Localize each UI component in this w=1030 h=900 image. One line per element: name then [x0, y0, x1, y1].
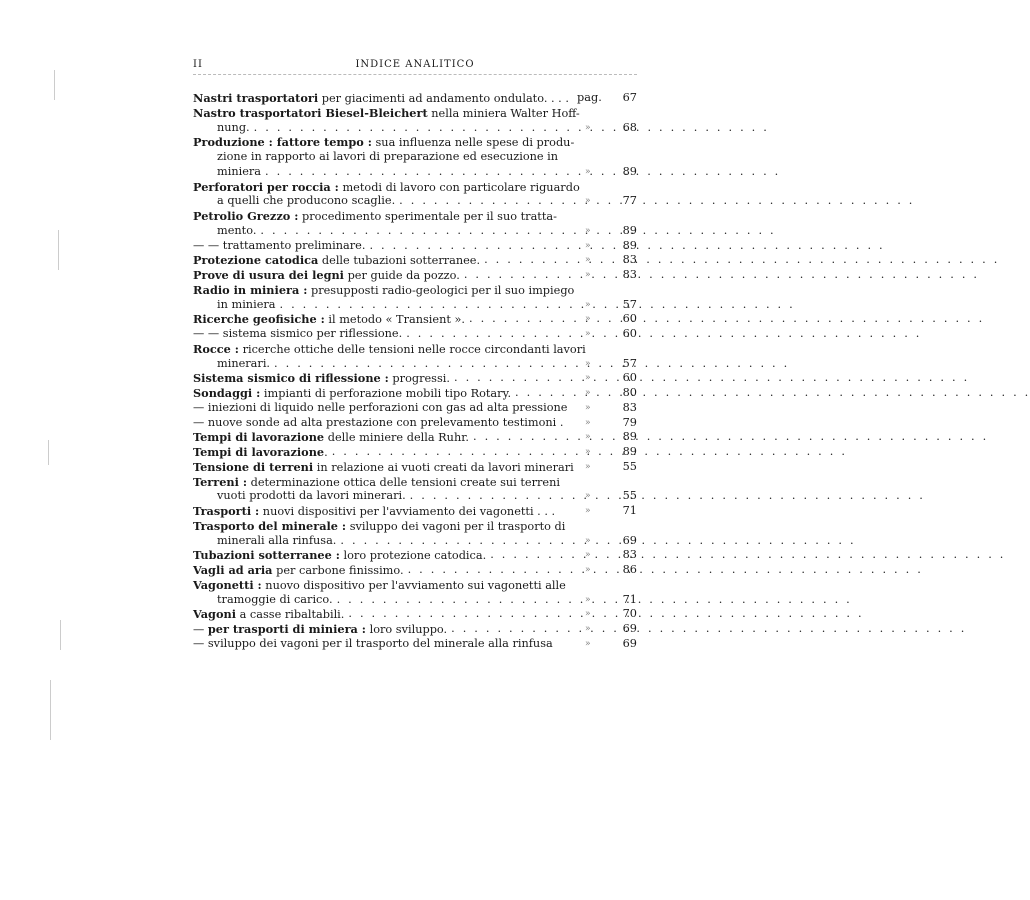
- entry-description: per giacimenti ad andamento ondulato. . . .: [318, 92, 569, 105]
- ditto-mark: »: [585, 299, 591, 310]
- index-entry-line: [193, 534, 637, 549]
- entry-text: [193, 239, 365, 254]
- entry-description: sua influenza nelle spese di produ-: [371, 136, 575, 150]
- entry-text: [193, 180, 580, 195]
- entry-heading: Trasporti :: [193, 504, 260, 518]
- entry-text: [193, 475, 560, 490]
- ditto-mark: »: [585, 638, 591, 649]
- entry-text: [193, 534, 336, 549]
- page-number: 89: [622, 445, 637, 458]
- page-reference: [577, 312, 637, 327]
- page-reference: [577, 327, 637, 342]
- dot-leader: [473, 430, 988, 445]
- entry-heading: Petrolio Grezzo :: [193, 209, 299, 223]
- dot-leader: [557, 637, 566, 652]
- index-entry-line: [193, 91, 637, 106]
- page-number: 89: [622, 238, 637, 252]
- entry-text: [193, 401, 567, 416]
- running-head: [193, 59, 637, 75]
- ditto-mark: »: [585, 624, 591, 634]
- entry-text: [193, 357, 270, 372]
- index-entry-line: [193, 357, 637, 372]
- page-number: 86: [622, 563, 637, 576]
- index-entry-line: [193, 622, 637, 637]
- ditto-mark: pag.: [577, 91, 602, 104]
- entry-description: nung.: [217, 120, 250, 134]
- entry-description: vuoti prodotti da lavori minerari.: [217, 489, 406, 503]
- entry-description: — sviluppo dei vagoni per il trasporto del minerale alla rinfusa: [193, 636, 553, 650]
- entry-text: [193, 637, 553, 652]
- entry-heading: Radio in miniera :: [193, 282, 308, 297]
- ditto-mark: »: [585, 447, 591, 457]
- dot-leader: [274, 357, 789, 372]
- entry-description: tramoggie di carico.: [217, 592, 333, 606]
- entry-heading: Vagli ad aria: [193, 563, 273, 577]
- scan-margin-specks: [40, 60, 70, 760]
- entry-text: [193, 150, 558, 165]
- index-entry-line: [193, 283, 637, 298]
- dot-leader: [454, 371, 969, 386]
- ditto-mark: »: [585, 535, 591, 546]
- page-reference: [577, 622, 637, 637]
- dot-leader: [260, 224, 775, 239]
- page-number: 89: [622, 164, 637, 178]
- entry-description: minerali alla rinfusa.: [217, 533, 337, 547]
- index-entry-line: [193, 106, 637, 121]
- ditto-mark: »: [585, 461, 591, 472]
- page-number: 68: [622, 120, 637, 134]
- page-number: 80: [622, 386, 637, 399]
- entry-text: [193, 121, 250, 136]
- entry-description: presupposti radio-geologici per il suo impiego: [307, 283, 575, 297]
- index-entry-line: [193, 637, 637, 652]
- dot-leader: [561, 209, 566, 224]
- page-number: 79: [622, 415, 637, 429]
- page-reference: [577, 253, 637, 268]
- ditto-mark: »: [585, 358, 591, 369]
- page-number: 60: [622, 327, 637, 340]
- entry-heading: Nastro trasportatori Biesel-Bleichert: [193, 105, 428, 120]
- page-reference: [577, 593, 637, 608]
- page-number: 55: [622, 489, 637, 503]
- entry-text: [193, 430, 469, 445]
- entry-heading: Tempi di lavorazione: [193, 430, 325, 445]
- entry-description: nuovo dispositivo per l'avviamento sui vagonetti alle: [261, 578, 566, 592]
- page-number: 77: [622, 194, 637, 208]
- ditto-mark: »: [585, 255, 591, 266]
- index-entry-line: [193, 401, 637, 416]
- page-number: 83: [622, 400, 637, 414]
- entry-description: minerari.: [217, 356, 271, 370]
- entry-heading: Prove di usura dei legni: [193, 268, 344, 282]
- entry-description: sviluppo dei vagoni per il trasporto di: [346, 519, 566, 533]
- ditto-mark: »: [585, 166, 591, 177]
- entry-description: per guide da pozzo.: [343, 269, 460, 282]
- index-entry-line: [193, 416, 637, 431]
- dot-leader: [564, 475, 566, 490]
- entry-heading: Trasporto del minerale :: [193, 518, 347, 533]
- entry-text: [193, 135, 574, 150]
- entry-text: [193, 578, 566, 593]
- entry-description: — — sistema sismico per riflessione.: [193, 327, 403, 340]
- index-entry-line: [193, 298, 637, 313]
- entry-description: ricerche ottiche delle tensioni nelle rocce circondanti lavori: [238, 342, 586, 356]
- page-number: 67: [622, 91, 637, 104]
- index-entry-line: [193, 342, 637, 357]
- page-title: INDICE ANALITICO: [355, 59, 475, 70]
- entry-description: delle miniere della Ruhr.: [324, 431, 469, 445]
- index-entry-line: [193, 475, 637, 490]
- index-entry-line: [193, 563, 637, 578]
- index-entry-line: [193, 209, 637, 224]
- index-entry-line: [193, 593, 637, 608]
- entry-description: loro protezione catodica.: [339, 549, 487, 563]
- page-reference: [577, 239, 637, 254]
- dash-prefix: —: [193, 623, 208, 636]
- entry-heading: Protezione catodica: [193, 253, 319, 268]
- entry-description: — — trattamento preliminare.: [193, 238, 366, 252]
- entry-heading: Vagonetti :: [193, 577, 262, 592]
- page-reference: [577, 268, 637, 283]
- index-entry-line: [193, 578, 637, 593]
- page-reference: [577, 165, 637, 180]
- entry-text: [193, 253, 480, 268]
- entry-text: [193, 312, 465, 327]
- entry-heading: per trasporti di miniera :: [207, 622, 366, 636]
- index-entry-line: [193, 519, 637, 534]
- page-number: 55: [622, 459, 637, 473]
- entry-text: [193, 224, 256, 239]
- page-reference: [577, 489, 637, 504]
- ditto-mark: »: [585, 388, 591, 398]
- page-reference: [577, 194, 637, 209]
- page-reference: [577, 445, 637, 460]
- index-entry-line: [193, 548, 637, 563]
- entry-heading: Sondaggi :: [193, 386, 261, 400]
- dot-leader: [490, 548, 1005, 563]
- page-reference: [577, 637, 637, 652]
- dot-leader: [464, 268, 979, 283]
- page-reference: [577, 91, 637, 106]
- entry-description: progressi.: [388, 372, 450, 386]
- entry-heading: Terreni :: [193, 474, 247, 489]
- entry-heading: Tempi di lavorazione: [193, 445, 325, 459]
- page-number: 69: [622, 622, 637, 635]
- entry-text: [193, 386, 511, 401]
- page-number: 57: [622, 356, 637, 370]
- entry-text: [193, 489, 406, 504]
- entry-description: in relazione ai vuoti creati da lavori minerari: [313, 460, 574, 474]
- page-number: 89: [622, 223, 637, 237]
- ditto-mark: »: [585, 594, 591, 605]
- page-reference: [577, 534, 637, 549]
- header-rule: [193, 74, 637, 75]
- entry-description: per carbone finissimo.: [272, 564, 404, 577]
- entry-text: [193, 416, 563, 431]
- entry-text: [193, 283, 574, 298]
- page-reference: [577, 121, 637, 136]
- dot-leader: [408, 563, 923, 578]
- entry-text: [193, 622, 447, 637]
- entry-heading: Tubazioni sotterranee :: [193, 548, 340, 563]
- entry-description: il metodo « Transient ».: [324, 313, 466, 327]
- entry-description: loro sviluppo.: [365, 623, 448, 636]
- dot-leader: [484, 253, 999, 268]
- ditto-mark: »: [585, 609, 591, 620]
- ditto-mark: »: [585, 550, 591, 561]
- entry-text: [193, 460, 574, 475]
- page-number: 83: [622, 548, 637, 562]
- page-number: 83: [622, 253, 637, 267]
- entry-description: in miniera: [217, 297, 276, 311]
- ditto-mark: »: [585, 432, 591, 443]
- entry-description: a quelli che producono scaglie.: [217, 194, 396, 208]
- index-entry-line: [193, 371, 637, 386]
- entry-description: determinazione ottica delle tensioni create sui terreni: [247, 475, 560, 489]
- page-number: 60: [622, 371, 637, 385]
- entry-text: [193, 607, 344, 622]
- index-entry-line: [193, 224, 637, 239]
- entry-heading: Vagoni: [193, 607, 236, 622]
- entry-description: metodi di lavoro con particolare riguardo: [338, 180, 580, 194]
- index-entry-line: [193, 445, 637, 460]
- dot-leader: [254, 121, 769, 136]
- ditto-mark: »: [585, 240, 591, 251]
- page-reference: [577, 430, 637, 445]
- ditto-mark: »: [585, 225, 591, 236]
- index-entry-line: [193, 430, 637, 445]
- page-number: 83: [622, 268, 637, 281]
- entry-text: [193, 371, 450, 386]
- entry-text: [193, 165, 261, 180]
- page-number: 71: [622, 504, 637, 517]
- page-reference: [577, 416, 637, 431]
- dot-leader: [410, 489, 925, 504]
- entry-text: [193, 504, 555, 519]
- dot-leader: [451, 622, 966, 637]
- entry-description: mento.: [217, 223, 257, 237]
- page-number: 60: [622, 312, 637, 326]
- dot-leader: [399, 194, 914, 209]
- index-entry-line: [193, 253, 637, 268]
- index-entry-line: [193, 194, 637, 209]
- page-number: 57: [622, 297, 637, 311]
- index-entry-line: [193, 165, 637, 180]
- index-entry-line: [193, 386, 637, 401]
- entry-text: [193, 327, 402, 342]
- page-reference: [577, 401, 637, 416]
- index-entry-line: [193, 135, 637, 150]
- entry-text: [193, 563, 404, 578]
- page-reference: [577, 386, 637, 401]
- ditto-mark: »: [585, 491, 591, 502]
- index-entry-line: [193, 607, 637, 622]
- dot-leader: [469, 312, 984, 327]
- entry-text: [193, 194, 395, 209]
- entry-description: a casse ribaltabili.: [236, 608, 345, 622]
- entry-description: delle tubazioni sotterranee.: [318, 254, 481, 268]
- entry-text: [193, 91, 569, 106]
- index-list: [193, 91, 637, 652]
- entry-heading: Nastri trasportatori: [193, 91, 319, 105]
- page-reference: [577, 548, 637, 563]
- page-reference: [577, 371, 637, 386]
- entry-text: [193, 106, 580, 121]
- entry-text: [193, 298, 276, 313]
- dot-leader: [562, 150, 566, 165]
- ditto-mark: »: [585, 373, 591, 384]
- ditto-mark: »: [585, 196, 591, 207]
- index-entry-line: [193, 121, 637, 136]
- page-reference: [577, 504, 637, 519]
- dot-leader: [280, 298, 795, 313]
- page-reference: [577, 460, 637, 475]
- page-number: 89: [622, 430, 637, 444]
- entry-description: impianti di perforazione mobili tipo Rotary.: [260, 387, 512, 400]
- entry-text: [193, 209, 557, 224]
- entry-heading: Sistema sismico di riflessione :: [193, 371, 389, 386]
- entry-heading: Rocce :: [193, 341, 239, 356]
- entry-heading: Perforatori per roccia :: [193, 179, 339, 194]
- ditto-mark: »: [585, 506, 591, 516]
- entry-text: [193, 548, 486, 563]
- entry-text: [193, 342, 586, 357]
- entry-heading: Tensione di terreni: [193, 459, 314, 474]
- ditto-mark: »: [585, 314, 591, 325]
- page-number: 71: [622, 592, 637, 606]
- entry-description: — nuove sonde ad alta prestazione con prelevamento testimoni .: [193, 415, 564, 429]
- ditto-mark: »: [585, 270, 591, 280]
- ditto-mark: »: [585, 402, 591, 413]
- page-reference: [577, 357, 637, 372]
- page-reference: [577, 607, 637, 622]
- dot-leader: [406, 327, 921, 342]
- entry-description: miniera: [217, 164, 262, 178]
- entry-description: .: [324, 446, 328, 459]
- entry-text: [193, 268, 460, 283]
- page-reference: [577, 298, 637, 313]
- ditto-mark: »: [585, 329, 591, 339]
- page-reference: [577, 224, 637, 239]
- entry-description: nuovi dispositivi per l'avviamento dei vagonetti . . .: [259, 505, 556, 518]
- index-entry-line: [193, 268, 637, 283]
- index-entry-line: [193, 150, 637, 165]
- entry-heading: Produzione : fattore tempo :: [193, 135, 372, 150]
- dot-leader: [559, 504, 566, 519]
- page-number: 69: [622, 533, 637, 547]
- page-reference: [577, 563, 637, 578]
- index-entry-line: [193, 460, 637, 475]
- ditto-mark: »: [585, 417, 591, 428]
- entry-description: procedimento sperimentale per il suo tratta-: [298, 210, 557, 223]
- page-number: 69: [622, 636, 637, 650]
- dot-leader: [265, 165, 780, 180]
- entry-description: zione in rapporto ai lavori di preparazione ed esecuzione in: [217, 150, 559, 163]
- ditto-mark: »: [585, 122, 591, 133]
- index-entry-line: [193, 489, 637, 504]
- ditto-mark: »: [585, 565, 591, 575]
- entry-text: [193, 519, 565, 534]
- entry-heading: Ricerche geofisiche :: [193, 312, 325, 327]
- page-folio: II: [193, 59, 203, 70]
- entry-description: — iniezioni di liquido nelle perforazioni con gas ad alta pressione: [193, 400, 568, 414]
- index-entry-line: [193, 504, 637, 519]
- entry-text: [193, 593, 333, 608]
- index-entry-line: [193, 327, 637, 342]
- entry-text: [193, 445, 328, 460]
- index-entry-line: [193, 312, 637, 327]
- page-number: 70: [622, 607, 637, 621]
- entry-description: nella miniera Walter Hoff-: [427, 106, 580, 120]
- index-entry-line: [193, 180, 637, 195]
- index-entry-line: [193, 239, 637, 254]
